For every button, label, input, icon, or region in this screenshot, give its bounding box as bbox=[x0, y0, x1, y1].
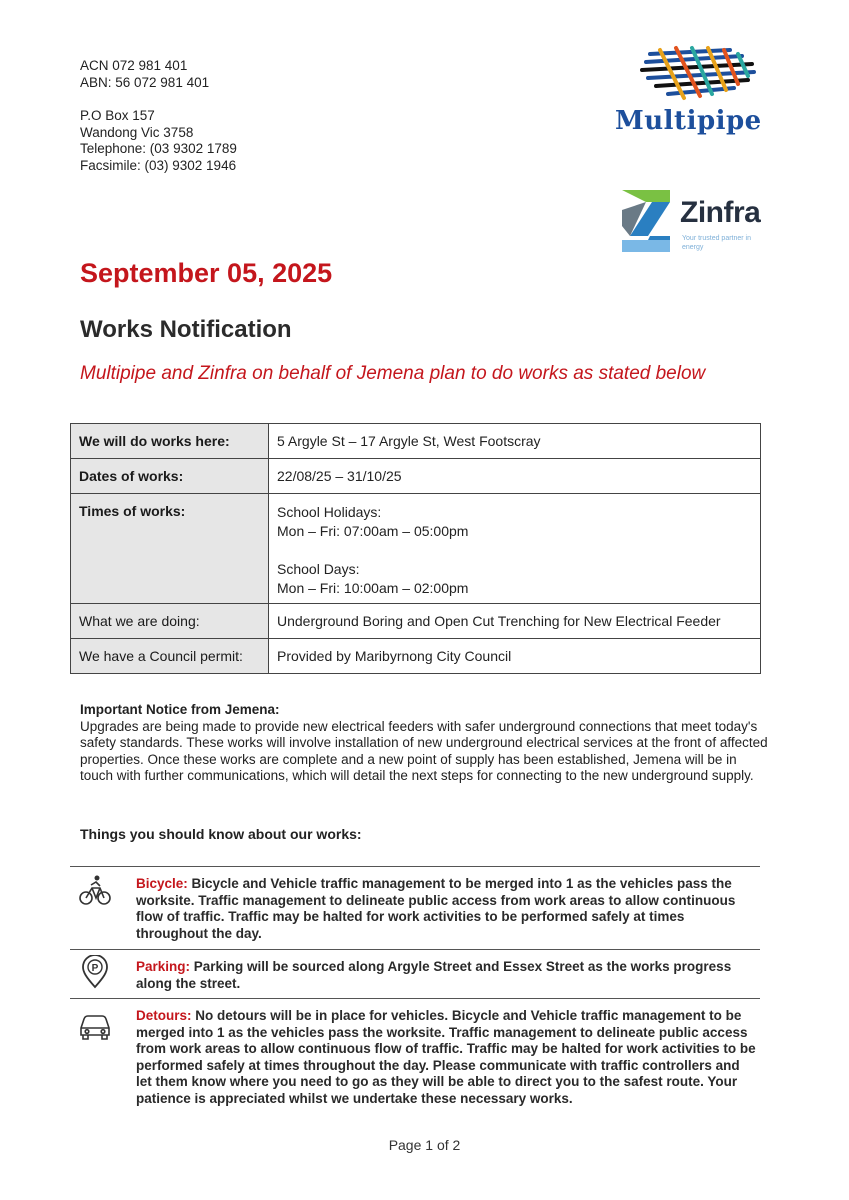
parking-text: Parking will be sourced along Argyle Street and Essex Street as the works progress along the street. bbox=[136, 959, 732, 991]
location-value: 5 Argyle St – 17 Argyle St, West Footscray bbox=[269, 424, 761, 459]
divider bbox=[70, 866, 760, 867]
parking-item bbox=[136, 959, 756, 992]
divider bbox=[70, 949, 760, 950]
locality: Wandong Vic 3758 bbox=[80, 124, 194, 140]
location-label: We will do works here: bbox=[71, 424, 269, 459]
abn: ABN: 56 072 981 401 bbox=[80, 74, 210, 90]
doing-label: What we are doing: bbox=[71, 604, 269, 639]
acn: ACN 072 981 401 bbox=[80, 58, 188, 73]
zinfra-logo bbox=[620, 188, 780, 258]
page-title: Works Notification bbox=[80, 316, 292, 343]
telephone: Telephone: (03 9302 1789 bbox=[80, 141, 237, 156]
zinfra-z-icon bbox=[620, 188, 676, 254]
car-icon bbox=[78, 1008, 112, 1042]
bicycle-keyword: Bicycle: bbox=[136, 876, 188, 891]
permit-value: Provided by Maribyrnong City Council bbox=[269, 639, 761, 674]
school-days-heading: School Days: bbox=[277, 561, 360, 577]
zinfra-wordmark: Zinfra bbox=[680, 196, 761, 229]
multipipe-wordmark: Multipipe bbox=[615, 106, 762, 136]
notice-heading: Important Notice from Jemena: bbox=[80, 702, 280, 717]
notice-body: Upgrades are being made to provide new electrical feeders with safer underground connections that meet today's safety standards. These works will involve installation of new underground electrical services at the front of affected properties. Once these works are complete and a new point of supply has been established, Jemena will be in touch with further communications, which will detail the next steps for connecting to the new underground supply. bbox=[80, 718, 768, 783]
bicycle-text: Bicycle and Vehicle traffic management to be merged into 1 as the vehicles pass the worksite. Traffic management to delineate public access from work areas to allow continuous flow of traffic. Traffic may be halted for work activities to be performed safely at times throughout the day. bbox=[136, 876, 736, 941]
page-subtitle: Multipipe and Zinfra on behalf of Jemena plan to do works as stated below bbox=[80, 363, 706, 384]
table-row-dates bbox=[71, 459, 761, 494]
notice-date: September 05, 2025 bbox=[80, 258, 333, 288]
school-holidays-hours: Mon – Fri: 07:00am – 05:00pm bbox=[277, 523, 469, 539]
divider bbox=[70, 998, 760, 999]
facsimile: Facsimile: (03) 9302 1946 bbox=[80, 157, 237, 173]
detours-keyword: Detours: bbox=[136, 1008, 192, 1023]
table-row-location bbox=[71, 424, 761, 459]
dates-value: 22/08/25 – 31/10/25 bbox=[269, 459, 761, 494]
parking-keyword: Parking: bbox=[136, 959, 191, 974]
company-info bbox=[80, 58, 237, 174]
zinfra-tagline: Your trusted partner in energy bbox=[682, 235, 752, 251]
table-row-doing bbox=[71, 604, 761, 639]
times-value bbox=[269, 494, 761, 604]
works-details-table bbox=[70, 423, 761, 674]
permit-label: We have a Council permit: bbox=[71, 639, 269, 674]
detours-item bbox=[136, 1008, 756, 1107]
multipipe-weave-icon bbox=[612, 44, 802, 104]
things-heading: Things you should know about our works: bbox=[80, 826, 362, 842]
dates-label: Dates of works: bbox=[71, 459, 269, 494]
parking-pin-icon bbox=[78, 955, 112, 989]
detours-text: No detours will be in place for vehicles. Bicycle and Vehicle traffic management to be merged into 1 as the vehicles pass the worksite. Traffic management to delineate public access from work areas to allow continuous flow of traffic. Traffic may be halted for work activities to be performed safely at times throughout the day. Please communicate with traffic controllers and let them know where you need to go as they will be able to direct you to the safest route. Your patience is appreciated whilst we undertake these necessary works. bbox=[136, 1008, 756, 1106]
svg-text:P: P bbox=[91, 963, 99, 974]
school-days-hours: Mon – Fri: 10:00am – 02:00pm bbox=[277, 580, 469, 596]
bicycle-item bbox=[136, 876, 756, 942]
po-box: P.O Box 157 bbox=[80, 108, 155, 123]
multipipe-logo bbox=[612, 44, 802, 139]
bicycle-icon bbox=[78, 874, 112, 908]
page-number: Page 1 of 2 bbox=[388, 1137, 461, 1153]
table-row-permit bbox=[71, 639, 761, 674]
table-row-times bbox=[71, 494, 761, 604]
times-label: Times of works: bbox=[71, 494, 269, 604]
school-holidays-heading: School Holidays: bbox=[277, 504, 382, 520]
important-notice bbox=[80, 702, 770, 785]
doing-value: Underground Boring and Open Cut Trenching for New Electrical Feeder bbox=[269, 604, 761, 639]
